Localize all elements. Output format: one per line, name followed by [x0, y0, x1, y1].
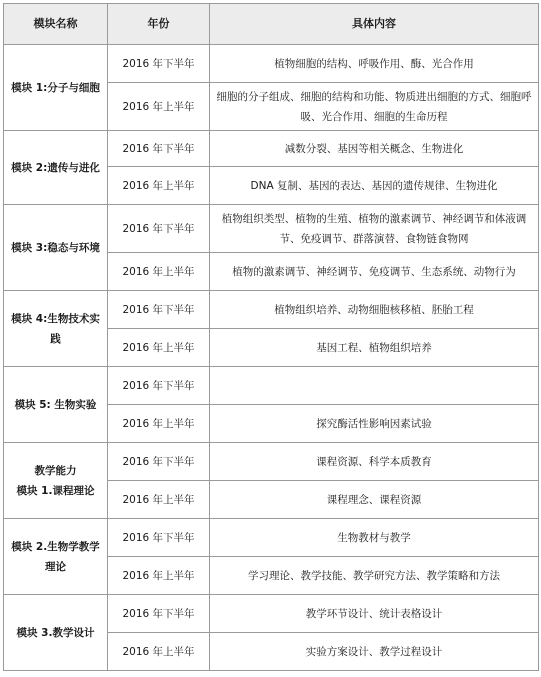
year-cell: 2016 年上半年 [108, 253, 210, 291]
content-cell: 植物组织培养、动物细胞核移植、胚胎工程 [210, 291, 539, 329]
content-cell: DNA 复制、基因的表达、基因的遗传规律、生物进化 [210, 167, 539, 205]
table-row [4, 595, 539, 633]
content-cell: 植物细胞的结构、呼吸作用、酶、光合作用 [210, 45, 539, 83]
table-row [4, 131, 539, 167]
content-cell [210, 367, 539, 405]
table-row [4, 443, 539, 481]
table-row [4, 205, 539, 253]
year-cell: 2016 年上半年 [108, 83, 210, 131]
header-row [4, 4, 539, 45]
year-cell: 2016 年上半年 [108, 633, 210, 671]
year-cell: 2016 年下半年 [108, 291, 210, 329]
module-name: 模块 2:遗传与进化 [4, 131, 108, 205]
content-cell: 学习理论、教学技能、教学研究方法、教学策略和方法 [210, 557, 539, 595]
content-cell: 课程资源、科学本质教育 [210, 443, 539, 481]
content-cell: 细胞的分子组成、细胞的结构和功能、物质进出细胞的方式、细胞呼吸、光合作用、细胞的生命历程 [210, 83, 539, 131]
year-cell: 2016 年上半年 [108, 557, 210, 595]
module-name: 模块 4:生物技术实践 [4, 291, 108, 367]
year-cell: 2016 年上半年 [108, 329, 210, 367]
module-name: 模块 5: 生物实验 [4, 367, 108, 443]
content-cell: 基因工程、植物组织培养 [210, 329, 539, 367]
content-cell: 植物的激素调节、神经调节、免疫调节、生态系统、动物行为 [210, 253, 539, 291]
year-cell: 2016 年下半年 [108, 595, 210, 633]
year-cell: 2016 年下半年 [108, 367, 210, 405]
content-cell: 植物组织类型、植物的生殖、植物的激素调节、神经调节和体液调节、免疫调节、群落演替、食物链食物网 [210, 205, 539, 253]
table-row [4, 367, 539, 405]
module-name: 模块 3.教学设计 [4, 595, 108, 671]
module-name: 模块 1:分子与细胞 [4, 45, 108, 131]
year-cell: 2016 年上半年 [108, 481, 210, 519]
content-cell: 探究酶活性影响因素试验 [210, 405, 539, 443]
content-cell: 教学环节设计、统计表格设计 [210, 595, 539, 633]
module-name: 教学能力 模块 1.课程理论 [4, 443, 108, 519]
year-cell: 2016 年下半年 [108, 443, 210, 481]
table-row [4, 45, 539, 83]
year-cell: 2016 年上半年 [108, 167, 210, 205]
table-row [4, 291, 539, 329]
table-row [4, 519, 539, 557]
module-name: 模块 2.生物学教学理论 [4, 519, 108, 595]
year-cell: 2016 年下半年 [108, 45, 210, 83]
year-cell: 2016 年下半年 [108, 519, 210, 557]
header-content: 具体内容 [210, 4, 539, 45]
header-year: 年份 [108, 4, 210, 45]
content-cell: 实验方案设计、教学过程设计 [210, 633, 539, 671]
header-module: 模块名称 [4, 4, 108, 45]
year-cell: 2016 年下半年 [108, 205, 210, 253]
module-name: 模块 3:稳态与环境 [4, 205, 108, 291]
content-cell: 课程理念、课程资源 [210, 481, 539, 519]
curriculum-table [3, 3, 539, 671]
year-cell: 2016 年下半年 [108, 131, 210, 167]
content-cell: 生物教材与教学 [210, 519, 539, 557]
year-cell: 2016 年上半年 [108, 405, 210, 443]
content-cell: 减数分裂、基因等相关概念、生物进化 [210, 131, 539, 167]
